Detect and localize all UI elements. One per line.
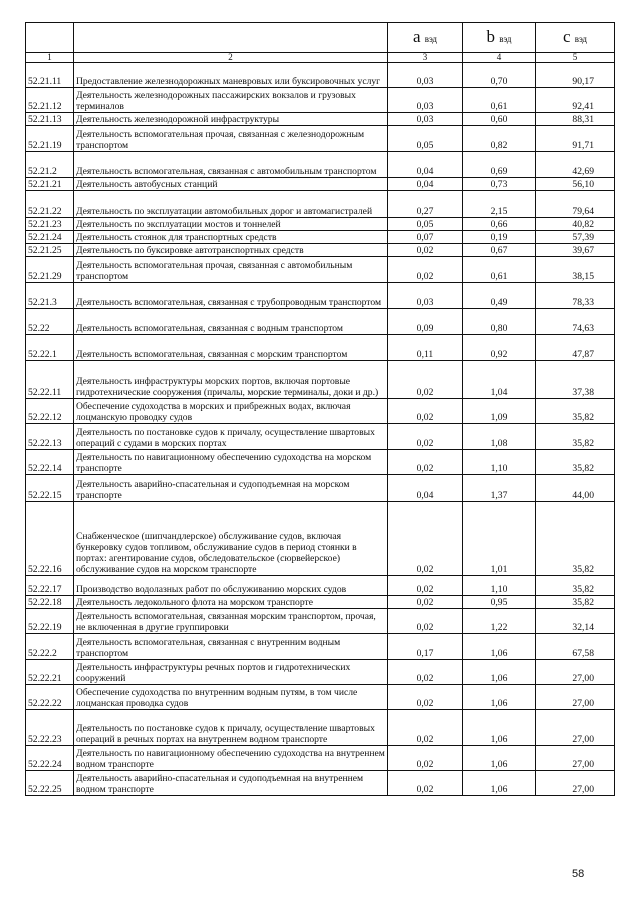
b-value-cell: 1,06 [463,634,536,660]
code-cell: 52.21.13 [26,113,74,126]
c-value-cell: 56,10 [536,178,615,191]
c-value-cell: 79,64 [536,191,615,218]
a-value-cell: 0,02 [388,710,463,746]
name-cell: Деятельность по эксплуатации мостов и тоннелей [74,218,388,231]
table-row [26,450,615,475]
name-cell: Деятельность ледокольного флота на морском транспорте [74,596,388,609]
c-value-cell: 38,15 [536,257,615,283]
table-row [26,257,615,283]
column-index-5: 5 [536,53,615,63]
table-row [26,596,615,609]
header-c-main: c [562,26,571,46]
c-value-cell: 35,82 [536,424,615,450]
table-row [26,126,615,152]
code-cell: 52.22.16 [26,502,74,576]
header-a-sub: вэд [424,33,438,44]
a-value-cell: 0,03 [388,88,463,113]
table-row [26,502,615,576]
table-row [26,152,615,178]
a-value-cell: 0,02 [388,502,463,576]
code-cell: 52.22.13 [26,424,74,450]
code-cell: 52.22.21 [26,660,74,685]
b-value-cell: 0,70 [463,63,536,88]
b-value-cell: 1,06 [463,771,536,796]
header-code-cell [26,23,74,53]
name-cell: Деятельность вспомогательная, связанная морским транспортом, прочая, не включенная в другие группировки [74,609,388,634]
name-cell: Деятельность вспомогательная, связанная с внутренним водным транспортом [74,634,388,660]
header-b-sub: вэд [499,33,512,44]
table-row [26,244,615,257]
name-cell: Деятельность автобусных станций [74,178,388,191]
header-b-cell [463,23,536,53]
c-value-cell: 35,82 [536,399,615,424]
header-b-main: b [486,26,495,46]
b-value-cell: 0,95 [463,596,536,609]
code-cell: 52.22.18 [26,596,74,609]
code-cell: 52.21.24 [26,231,74,244]
code-cell: 52.22.17 [26,576,74,596]
b-value-cell: 0,61 [463,257,536,283]
b-value-cell: 0,61 [463,88,536,113]
b-value-cell: 1,06 [463,746,536,771]
b-value-cell: 1,01 [463,502,536,576]
c-value-cell: 74,63 [536,309,615,335]
c-value-cell: 27,00 [536,771,615,796]
b-value-cell: 0,19 [463,231,536,244]
b-value-cell: 2,15 [463,191,536,218]
name-cell: Деятельность аварийно-спасательная и судоподъемная на внутреннем водном транспорте [74,771,388,796]
b-value-cell: 0,82 [463,126,536,152]
a-value-cell: 0,02 [388,771,463,796]
a-value-cell: 0,04 [388,475,463,502]
name-cell: Деятельность вспомогательная, связанная с морским транспортом [74,335,388,361]
name-cell: Деятельность вспомогательная прочая, связанная с железнодорожным транспортом [74,126,388,152]
header-a-cell [388,23,463,53]
a-value-cell: 0,04 [388,178,463,191]
a-value-cell: 0,17 [388,634,463,660]
column-index-row [26,53,615,63]
code-cell: 52.22.11 [26,361,74,399]
a-value-cell: 0,02 [388,257,463,283]
name-cell: Предоставление железнодорожных маневровых или буксировочных услуг [74,63,388,88]
table-row [26,685,615,710]
code-cell: 52.22.24 [26,746,74,771]
code-cell: 52.21.22 [26,191,74,218]
b-value-cell: 0,60 [463,113,536,126]
column-index-2: 2 [74,53,388,63]
b-value-cell: 1,08 [463,424,536,450]
table-row [26,746,615,771]
name-cell: Деятельность по навигационному обеспечению судоходства на морском транспорте [74,450,388,475]
b-value-cell: 1,06 [463,660,536,685]
table-row [26,283,615,309]
a-value-cell: 0,02 [388,450,463,475]
header-c-sub: вэд [574,33,588,44]
name-cell: Деятельность по буксировке автотранспортных средств [74,244,388,257]
b-value-cell: 1,09 [463,399,536,424]
a-value-cell: 0,27 [388,191,463,218]
a-value-cell: 0,02 [388,244,463,257]
b-value-cell: 1,22 [463,609,536,634]
name-cell: Деятельность вспомогательная, связанная с автомобильным транспортом [74,152,388,178]
a-value-cell: 0,05 [388,218,463,231]
table-row [26,424,615,450]
name-cell: Производство водолазных работ по обслуживанию морских судов [74,576,388,596]
a-value-cell: 0,07 [388,231,463,244]
header-a-main: a [412,26,421,46]
table-row [26,335,615,361]
code-cell: 52.21.19 [26,126,74,152]
table-row [26,88,615,113]
a-value-cell: 0,02 [388,685,463,710]
name-cell: Деятельность стоянок для транспортных средств [74,231,388,244]
c-value-cell: 78,33 [536,283,615,309]
a-value-cell: 0,03 [388,63,463,88]
b-value-cell: 0,49 [463,283,536,309]
name-cell: Деятельность вспомогательная прочая, связанная с автомобильным транспортом [74,257,388,283]
table-row [26,361,615,399]
table-row [26,609,615,634]
a-value-cell: 0,02 [388,399,463,424]
a-value-cell: 0,02 [388,746,463,771]
name-cell: Деятельность по постановке судов к причалу, осуществление швартовых операций с судами в морских портах [74,424,388,450]
b-value-cell: 0,80 [463,309,536,335]
a-value-cell: 0,02 [388,576,463,596]
code-cell: 52.22.25 [26,771,74,796]
c-value-cell: 92,41 [536,88,615,113]
a-value-cell: 0,02 [388,596,463,609]
name-cell: Деятельность вспомогательная, связанная с водным транспортом [74,309,388,335]
table-row [26,218,615,231]
c-value-cell: 35,82 [536,502,615,576]
name-cell: Деятельность инфраструктуры речных портов и гидротехнических сооружений [74,660,388,685]
code-cell: 52.22.19 [26,609,74,634]
b-value-cell: 0,66 [463,218,536,231]
header-row [26,23,615,53]
code-cell: 52.21.11 [26,63,74,88]
code-cell: 52.21.23 [26,218,74,231]
code-cell: 52.22.12 [26,399,74,424]
a-value-cell: 0,05 [388,126,463,152]
c-value-cell: 90,17 [536,63,615,88]
column-index-1: 1 [26,53,74,63]
table-row [26,475,615,502]
a-value-cell: 0,02 [388,660,463,685]
name-cell: Обеспечение судоходства по внутренним водным путям, в том числе лоцманская проводка судов [74,685,388,710]
c-value-cell: 35,82 [536,576,615,596]
code-cell: 52.22.23 [26,710,74,746]
table-row [26,771,615,796]
c-value-cell: 67,58 [536,634,615,660]
table-row [26,191,615,218]
table-row [26,660,615,685]
table-row [26,231,615,244]
name-cell: Обеспечение судоходства в морских и прибрежных водах, включая лоцманскую проводку судов [74,399,388,424]
table-row [26,178,615,191]
code-cell: 52.22 [26,309,74,335]
b-value-cell: 0,69 [463,152,536,178]
name-cell: Деятельность по эксплуатации автомобильных дорог и автомагистралей [74,191,388,218]
c-value-cell: 39,67 [536,244,615,257]
name-cell: Деятельность инфраструктуры морских портов, включая портовые гидротехнические сооружения (причалы, морские терминалы, доки и др.) [74,361,388,399]
name-cell: Деятельность аварийно-спасательная и судоподъемная на морском транспорте [74,475,388,502]
a-value-cell: 0,11 [388,335,463,361]
b-value-cell: 1,06 [463,710,536,746]
table-row [26,710,615,746]
table-row [26,634,615,660]
b-value-cell: 1,37 [463,475,536,502]
code-cell: 52.21.2 [26,152,74,178]
c-value-cell: 44,00 [536,475,615,502]
b-value-cell: 1,06 [463,685,536,710]
c-value-cell: 35,82 [536,596,615,609]
c-value-cell: 27,00 [536,710,615,746]
a-value-cell: 0,02 [388,424,463,450]
code-cell: 52.21.3 [26,283,74,309]
table-row [26,576,615,596]
c-value-cell: 27,00 [536,685,615,710]
b-value-cell: 0,73 [463,178,536,191]
a-value-cell: 0,09 [388,309,463,335]
name-cell: Деятельность железнодорожных пассажирских вокзалов и грузовых терминалов [74,88,388,113]
name-cell: Деятельность вспомогательная, связанная с трубопроводным транспортом [74,283,388,309]
b-value-cell: 0,92 [463,335,536,361]
a-value-cell: 0,03 [388,283,463,309]
code-cell: 52.21.29 [26,257,74,283]
a-value-cell: 0,02 [388,361,463,399]
a-value-cell: 0,02 [388,609,463,634]
code-cell: 52.22.22 [26,685,74,710]
code-cell: 52.21.12 [26,88,74,113]
c-value-cell: 91,71 [536,126,615,152]
c-value-cell: 27,00 [536,660,615,685]
code-cell: 52.21.25 [26,244,74,257]
column-index-3: 3 [388,53,463,63]
c-value-cell: 27,00 [536,746,615,771]
code-cell: 52.22.14 [26,450,74,475]
header-name-cell [74,23,388,53]
table-row [26,309,615,335]
coefficients-table [25,22,615,796]
name-cell: Деятельность по постановке судов к причалу, осуществление швартовых операций в речных портах на внутреннем водном транспорте [74,710,388,746]
page-number: 58 [572,868,585,880]
table-row [26,63,615,88]
b-value-cell: 1,10 [463,576,536,596]
b-value-cell: 1,04 [463,361,536,399]
a-value-cell: 0,03 [388,113,463,126]
b-value-cell: 0,67 [463,244,536,257]
column-index-4: 4 [463,53,536,63]
c-value-cell: 47,87 [536,335,615,361]
c-value-cell: 88,31 [536,113,615,126]
code-cell: 52.22.2 [26,634,74,660]
b-value-cell: 1,10 [463,450,536,475]
name-cell: Деятельность железнодорожной инфраструктуры [74,113,388,126]
table-row [26,113,615,126]
code-cell: 52.21.21 [26,178,74,191]
a-value-cell: 0,04 [388,152,463,178]
c-value-cell: 35,82 [536,450,615,475]
c-value-cell: 42,69 [536,152,615,178]
c-value-cell: 37,38 [536,361,615,399]
code-cell: 52.22.1 [26,335,74,361]
name-cell: Снабженческое (шипчандлерское) обслуживание судов, включая бункеровку судов топливом, обслуживание судов в период стоянки в портах: агентирование судов, обследовательское (сюрвейерское) обслуживание судов на морском транспорте [74,502,388,576]
code-cell: 52.22.15 [26,475,74,502]
name-cell: Деятельность по навигационному обеспечению судоходства на внутреннем водном транспорте [74,746,388,771]
c-value-cell: 40,82 [536,218,615,231]
header-c-cell [536,23,615,53]
c-value-cell: 32,14 [536,609,615,634]
table-row [26,399,615,424]
c-value-cell: 57,39 [536,231,615,244]
